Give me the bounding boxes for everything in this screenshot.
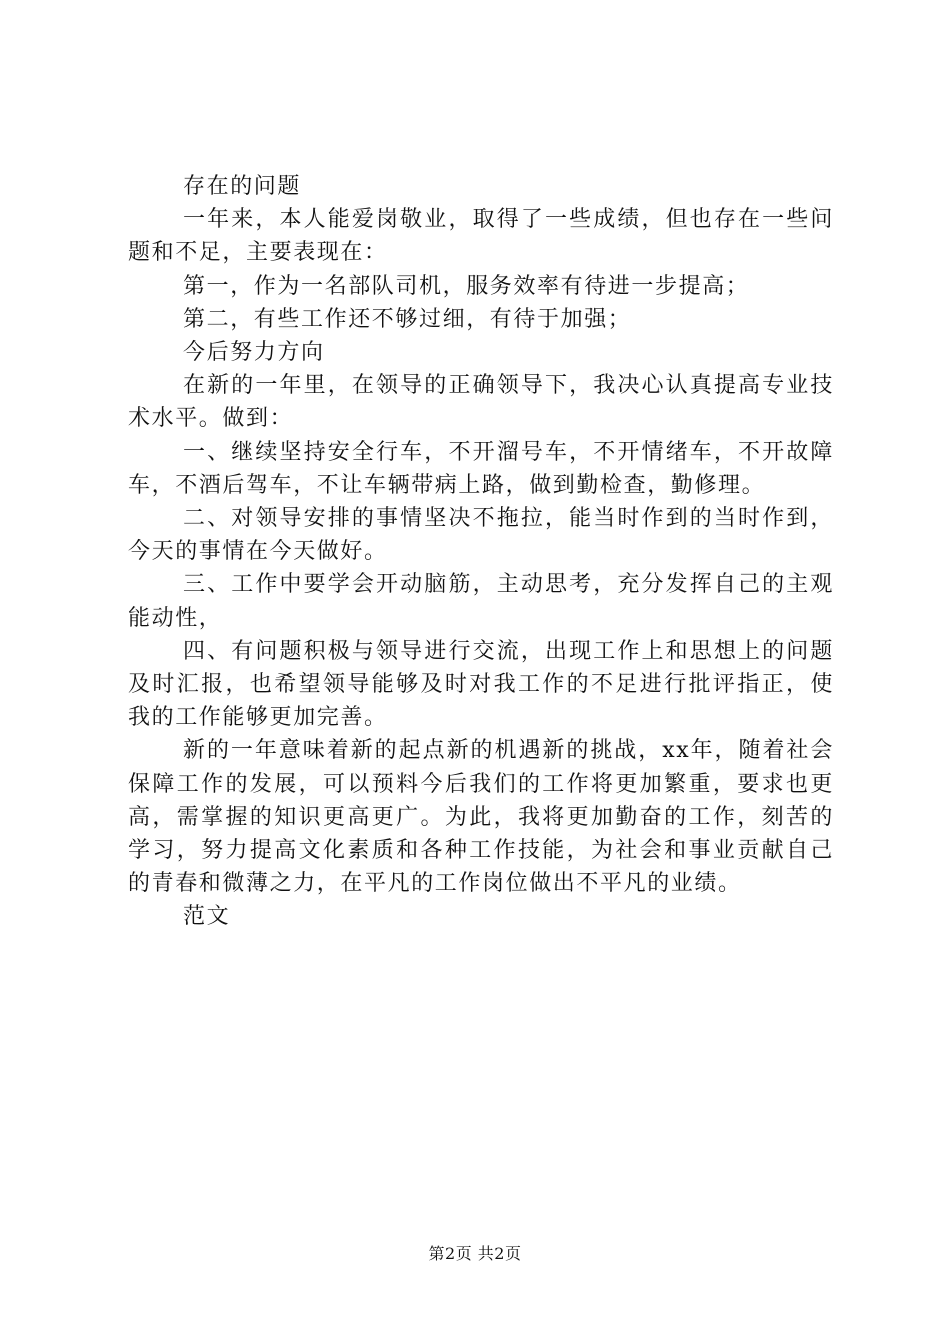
section-heading-direction: 今后努力方向: [183, 340, 325, 366]
paragraph-sample-label: 范文: [183, 904, 231, 930]
paragraph-item-four: 四、有问题积极与领导进行交流，出现工作上和思想上的问题及时汇报，也希望领导能够及时对我工作的不足进行批评指正，使我的工作能够更加完善。: [128, 638, 834, 731]
page-number-footer: 第2页 共2页: [428, 1244, 522, 1263]
paragraph-direction-intro: 在新的一年里，在领导的正确领导下，我决心认真提高专业技术水平。做到：: [128, 373, 834, 432]
paragraph-item-one: 一、继续坚持安全行车，不开溜号车，不开情绪车，不开故障车，不酒后驾车，不让车辆带病上路，做到勤检查，勤修理。: [128, 439, 834, 498]
paragraph-conclusion: 新的一年意味着新的起点新的机遇新的挑战，xx年，随着社会保障工作的发展，可以预料今后我们的工作将更加繁重，要求也更高，需掌握的知识更高更广。为此，我将更加勤奋的工作，刻苦的学习，努力提高文化素质和各种工作技能，为社会和事业贡献自己的青春和微薄之力，在平凡的工作岗位做出不平凡的业绩。: [128, 738, 834, 897]
paragraph-item-three: 三、工作中要学会开动脑筋，主动思考，充分发挥自己的主观能动性，: [128, 572, 834, 631]
section-heading-problems: 存在的问题: [183, 174, 302, 199]
paragraph-point-two: 第二，有些工作还不够过细，有待于加强；: [183, 306, 632, 332]
paragraph-summary: 一年来，本人能爱岗敬业，取得了一些成绩，但也存在一些问题和不足，主要表现在：: [128, 207, 834, 266]
paragraph-item-two: 二、对领导安排的事情坚决不拖拉，能当时作到的当时作到，今天的事情在今天做好。: [128, 506, 834, 565]
paragraph-point-one: 第一，作为一名部队司机，服务效率有待进一步提高；: [183, 273, 750, 299]
document-body: [128, 170, 834, 934]
